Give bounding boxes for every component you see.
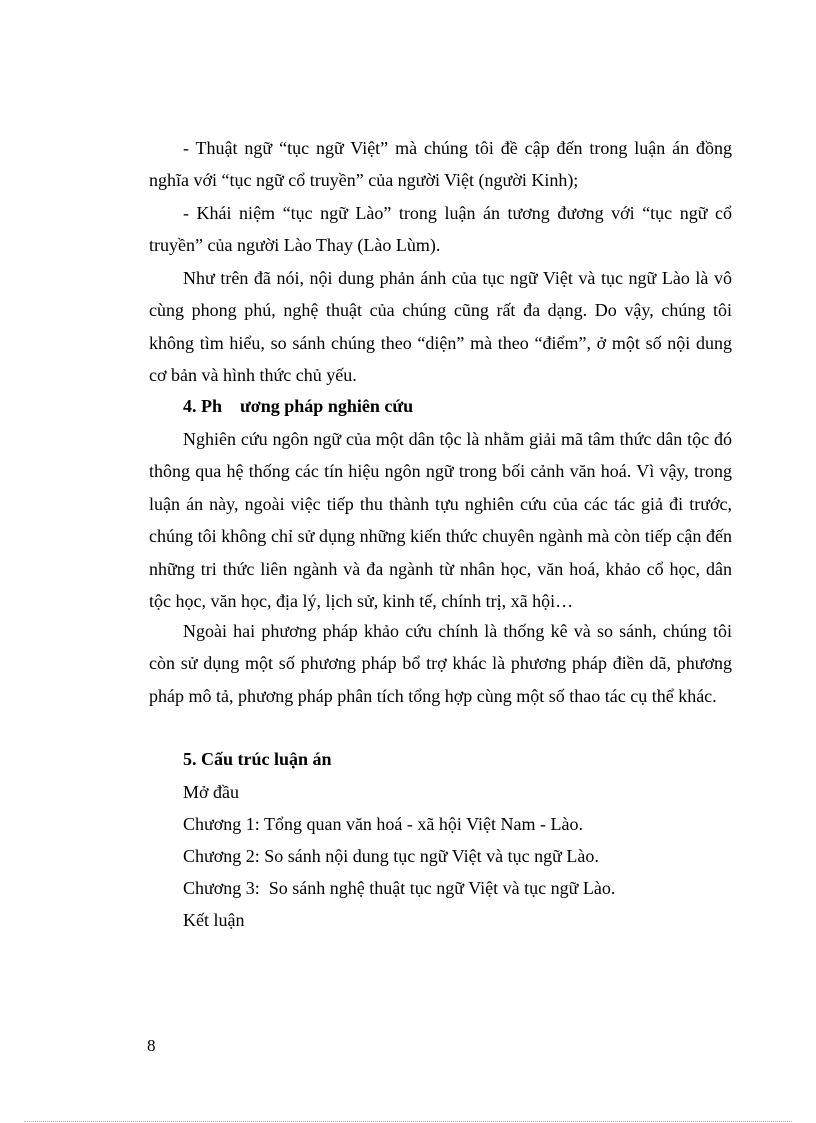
paragraph-methods-1: Nghiên cứu ngôn ngữ của một dân tộc là nhằm giải mã tâm thức dân tộc đó thông qua hệ thống các tín hiệu ngôn ngữ trong bối cảnh văn hoá. Vì vậy, trong luận án này, ngoài việc tiếp thu thành tựu nghiên cứu của các tác giả đi trước, chúng tôi không chỉ sử dụng những kiến thức chuyên ngành mà còn tiếp cận đến những tri thức liên ngành và đa ngành từ nhân học, văn hoá, khảo cổ học, dân tộc học, văn học, địa lý, lịch sử, kinh tế, chính trị, xã hội… xyxy=(149,429,732,612)
structure-item-chapter-2: Chương 2: So sánh nội dung tục ngữ Việt và tục ngữ Lào. xyxy=(183,846,599,866)
paragraph-methods-2: Ngoài hai phương pháp khảo cứu chính là thống kê và so sánh, chúng tôi còn sử dụng một số phương pháp bổ trợ khác là phương pháp điền dã, phương pháp mô tả, phương pháp phân tích tổng hợp cùng một số thao tác cụ thể khác. xyxy=(149,621,732,706)
paragraph-term-lao: - Khái niệm “tục ngữ Lào” trong luận án tương đương với “tục ngữ cổ truyền” của người Lào Thay (Lào Lùm). xyxy=(149,203,732,256)
section-heading-structure: 5. Cấu trúc luận án xyxy=(183,749,332,769)
paragraph-scope: Như trên đã nói, nội dung phản ánh của tục ngữ Việt và tục ngữ Lào là vô cùng phong phú, nghệ thuật của chúng cũng rất đa dạng. Do vậy, chúng tôi không tìm hiểu, so sánh chúng theo “diện” mà theo “điểm”, ở một số nội dung cơ bản và hình thức chủ yếu. xyxy=(149,268,732,386)
paragraph-term-viet: - Thuật ngữ “tục ngữ Việt” mà chúng tôi đề cập đến trong luận án đồng nghĩa với “tục ngữ cổ truyền” của người Việt (người Kinh); xyxy=(149,138,732,191)
structure-item-chapter-1: Chương 1: Tổng quan văn hoá - xã hội Việt Nam - Lào. xyxy=(183,814,583,834)
section-heading-methods: 4. Ph ương pháp nghiên cứu xyxy=(183,396,414,416)
page-number: 8 xyxy=(147,1036,156,1055)
page-bottom-divider xyxy=(24,1121,792,1122)
structure-item-chapter-3: Chương 3: So sánh nghệ thuật tục ngữ Việt và tục ngữ Lào. xyxy=(183,878,616,898)
structure-item-intro: Mở đầu xyxy=(183,782,240,802)
structure-item-conclusion: Kết luận xyxy=(183,910,245,930)
